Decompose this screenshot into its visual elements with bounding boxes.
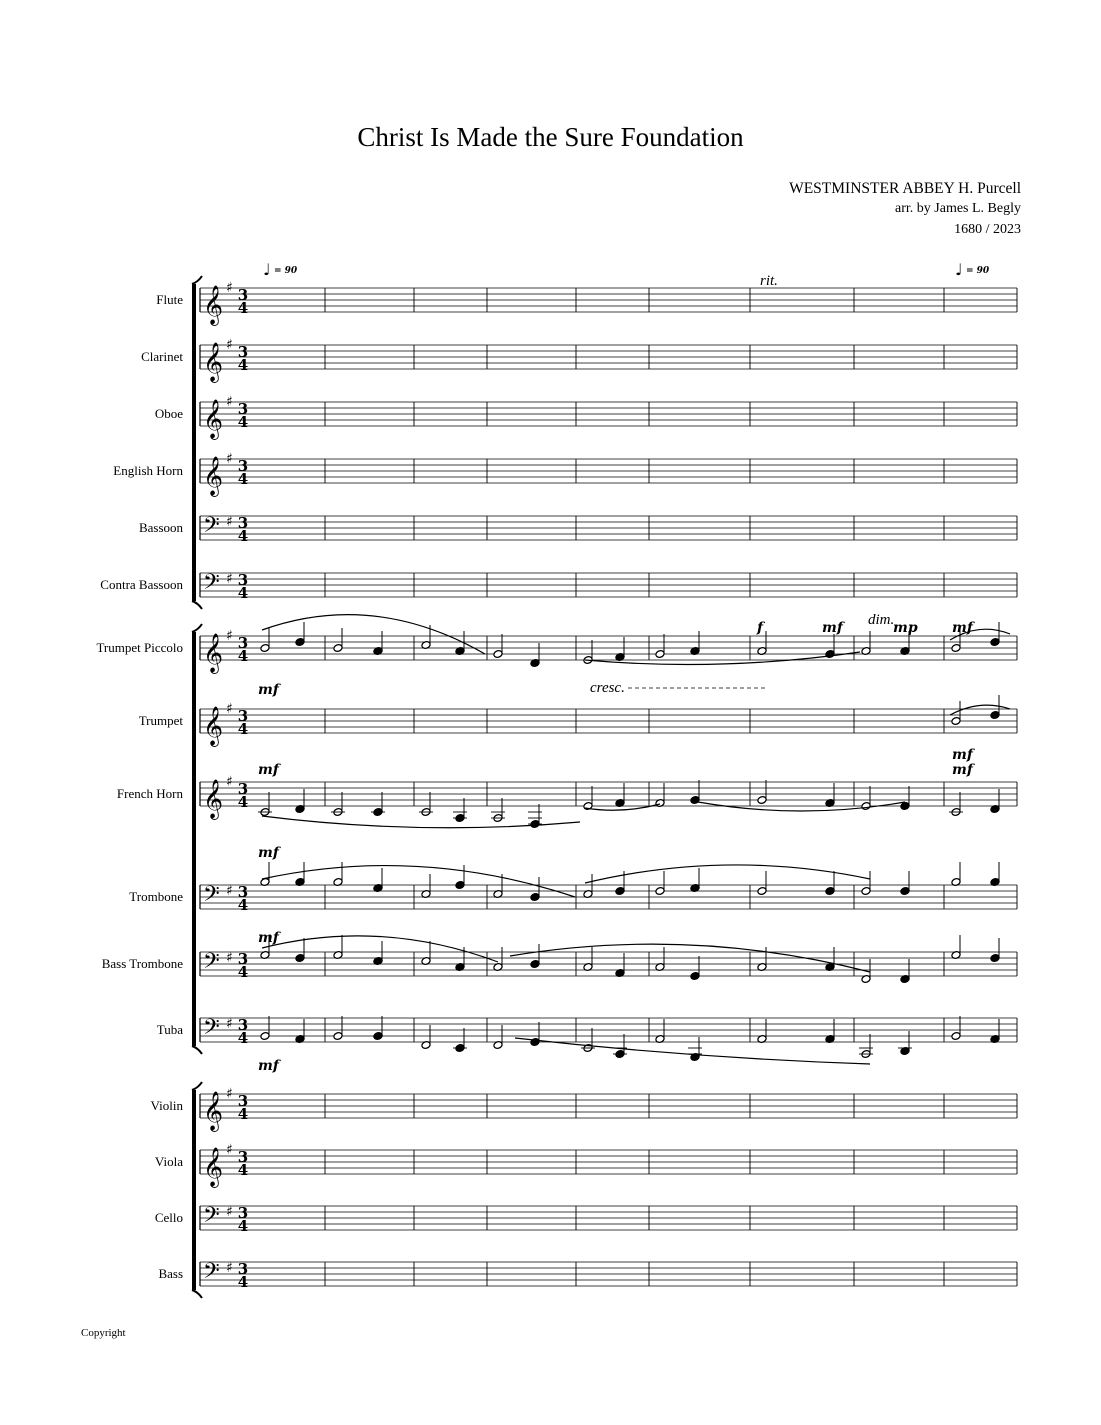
instrument-label: Oboe xyxy=(154,406,183,421)
time-signature-bottom: 4 xyxy=(237,793,249,811)
years-line: 1680 / 2023 xyxy=(954,222,1021,237)
time-signature-top: 3 xyxy=(237,1204,249,1222)
time-signature-top: 3 xyxy=(237,883,249,901)
treble-clef-icon: 𝄞 xyxy=(203,706,224,746)
time-signature-top: 3 xyxy=(237,1092,249,1110)
time-signature-top: 3 xyxy=(237,514,249,532)
time-signature-bottom: 4 xyxy=(237,299,249,317)
sharp-icon: ♯ xyxy=(226,337,233,353)
quarter-note-icon: ♩ xyxy=(263,260,271,279)
time-signature-top: 3 xyxy=(237,634,249,652)
treble-clef-icon: 𝄞 xyxy=(203,342,224,382)
time-signature-bottom: 4 xyxy=(237,896,249,914)
instrument-label: Cello xyxy=(154,1210,183,1225)
time-signature-top: 3 xyxy=(237,1148,249,1166)
staff-clarinet xyxy=(200,345,1017,369)
staff-violin xyxy=(200,1094,1017,1118)
bass-clef-icon: 𝄢 xyxy=(203,1015,220,1045)
tempo-text: = 90 xyxy=(274,266,298,276)
sharp-icon: ♯ xyxy=(226,1260,233,1276)
bass-clef-icon: 𝄢 xyxy=(203,513,220,543)
treble-clef-icon: 𝄞 xyxy=(203,456,224,496)
cresc-marking: cresc. xyxy=(590,680,625,696)
bass-clef-icon: 𝄢 xyxy=(203,882,220,912)
instrument-label: Bass xyxy=(158,1266,183,1281)
sharp-icon: ♯ xyxy=(226,1016,233,1032)
time-signature-top: 3 xyxy=(237,950,249,968)
bracket-hook-bottom xyxy=(192,1290,202,1298)
staff-viola xyxy=(200,1150,1017,1174)
slur xyxy=(585,865,870,883)
time-signature-bottom: 4 xyxy=(237,584,249,602)
dynamic-mf: mf xyxy=(258,930,279,946)
system-bracket xyxy=(192,632,196,1046)
instrument-label: French Horn xyxy=(116,786,183,801)
page-title: Christ Is Made the Sure Foundation xyxy=(357,122,744,152)
staff-trumpet-piccolo xyxy=(200,636,1017,660)
time-signature-top: 3 xyxy=(237,707,249,725)
system-bracket xyxy=(192,284,196,601)
time-signature-bottom: 4 xyxy=(237,1161,249,1179)
sharp-icon: ♯ xyxy=(226,571,233,587)
slur xyxy=(950,705,1010,715)
dim-marking: dim. xyxy=(868,612,895,628)
sharp-icon: ♯ xyxy=(226,451,233,467)
dynamic-mf: mf xyxy=(258,762,279,778)
sharp-icon: ♯ xyxy=(226,514,233,530)
quarter-note-icon: ♩ xyxy=(955,260,963,279)
treble-clef-icon: 𝄞 xyxy=(203,633,224,673)
bass-clef-icon: 𝄢 xyxy=(203,949,220,979)
instrument-label: English Horn xyxy=(113,463,183,478)
sharp-icon: ♯ xyxy=(226,628,233,644)
staff-trombone xyxy=(200,885,1017,909)
instrument-label: Clarinet xyxy=(141,349,183,364)
time-signature-top: 3 xyxy=(237,286,249,304)
time-signature-bottom: 4 xyxy=(237,470,249,488)
bracket-hook-bottom xyxy=(192,1046,202,1054)
bracket-hook-top xyxy=(192,1082,202,1090)
instrument-label: Flute xyxy=(156,292,183,307)
staff-bass xyxy=(200,1262,1017,1286)
bass-clef-icon: 𝄢 xyxy=(203,1259,220,1289)
dynamic-mf: mf xyxy=(258,682,279,698)
sharp-icon: ♯ xyxy=(226,950,233,966)
staff-cello xyxy=(200,1206,1017,1230)
staff-french-horn xyxy=(200,782,1017,806)
time-signature-top: 3 xyxy=(237,780,249,798)
sharp-icon: ♯ xyxy=(226,394,233,410)
sharp-icon: ♯ xyxy=(226,774,233,790)
copyright-text: Copyright xyxy=(81,1327,126,1339)
instrument-label: Bassoon xyxy=(138,520,183,535)
system-bracket xyxy=(192,1090,196,1290)
instrument-label: Contra Bassoon xyxy=(100,577,183,592)
dynamic-f: f xyxy=(757,620,764,636)
sharp-icon: ♯ xyxy=(226,701,233,717)
staff-trumpet xyxy=(200,709,1017,733)
slur xyxy=(698,802,905,811)
staff-tuba xyxy=(200,1018,1017,1042)
staff-flute xyxy=(200,288,1017,312)
bracket-hook-bottom xyxy=(192,601,202,609)
time-signature-bottom: 4 xyxy=(237,527,249,545)
time-signature-bottom: 4 xyxy=(237,1217,249,1235)
time-signature-top: 3 xyxy=(237,1016,249,1034)
staff-bassoon xyxy=(200,516,1017,540)
dynamic-mf: mf xyxy=(952,747,973,763)
time-signature-bottom: 4 xyxy=(237,356,249,374)
bracket-hook-top xyxy=(192,276,202,284)
treble-clef-icon: 𝄞 xyxy=(203,285,224,325)
treble-clef-icon: 𝄞 xyxy=(203,399,224,439)
sharp-icon: ♯ xyxy=(226,1142,233,1158)
time-signature-top: 3 xyxy=(237,400,249,418)
instrument-label: Viola xyxy=(154,1154,183,1169)
rit-marking: rit. xyxy=(760,273,778,289)
treble-clef-icon: 𝄞 xyxy=(203,1147,224,1187)
sharp-icon: ♯ xyxy=(226,883,233,899)
dynamic-mf: mf xyxy=(822,620,843,636)
time-signature-bottom: 4 xyxy=(237,1273,249,1291)
bass-clef-icon: 𝄢 xyxy=(203,1203,220,1233)
instrument-label: Violin xyxy=(150,1098,183,1113)
sharp-icon: ♯ xyxy=(226,280,233,296)
sharp-icon: ♯ xyxy=(226,1086,233,1102)
instrument-label: Trombone xyxy=(129,889,183,904)
time-signature-top: 3 xyxy=(237,343,249,361)
instrument-label: Trumpet Piccolo xyxy=(96,640,183,655)
instrument-label: Trumpet xyxy=(138,713,183,728)
instrument-label: Tuba xyxy=(156,1022,183,1037)
time-signature-top: 3 xyxy=(237,457,249,475)
time-signature-top: 3 xyxy=(237,1260,249,1278)
dynamic-mf: mf xyxy=(952,762,973,778)
staff-bass-trombone xyxy=(200,952,1017,976)
instrument-label: Bass Trombone xyxy=(101,956,183,971)
dynamic-mf: mf xyxy=(258,1058,279,1074)
bass-clef-icon: 𝄢 xyxy=(203,570,220,600)
bracket-hook-top xyxy=(192,624,202,632)
time-signature-bottom: 4 xyxy=(237,720,249,738)
dynamic-mf: mf xyxy=(952,620,973,636)
treble-clef-icon: 𝄞 xyxy=(203,779,224,819)
dynamic-mp: mp xyxy=(893,620,918,636)
treble-clef-icon: 𝄞 xyxy=(203,1091,224,1131)
composer-line: WESTMINSTER ABBEY H. Purcell xyxy=(789,180,1021,197)
dynamic-mf: mf xyxy=(258,845,279,861)
staff-english-horn xyxy=(200,459,1017,483)
arranger-line: arr. by James L. Begly xyxy=(895,201,1021,216)
staff-contra-bassoon xyxy=(200,573,1017,597)
staff-oboe xyxy=(200,402,1017,426)
time-signature-bottom: 4 xyxy=(237,1105,249,1123)
sharp-icon: ♯ xyxy=(226,1204,233,1220)
tempo-text: = 90 xyxy=(966,266,990,276)
slur xyxy=(262,866,575,897)
time-signature-bottom: 4 xyxy=(237,647,249,665)
time-signature-bottom: 4 xyxy=(237,413,249,431)
time-signature-bottom: 4 xyxy=(237,1029,249,1047)
time-signature-top: 3 xyxy=(237,571,249,589)
time-signature-bottom: 4 xyxy=(237,963,249,981)
